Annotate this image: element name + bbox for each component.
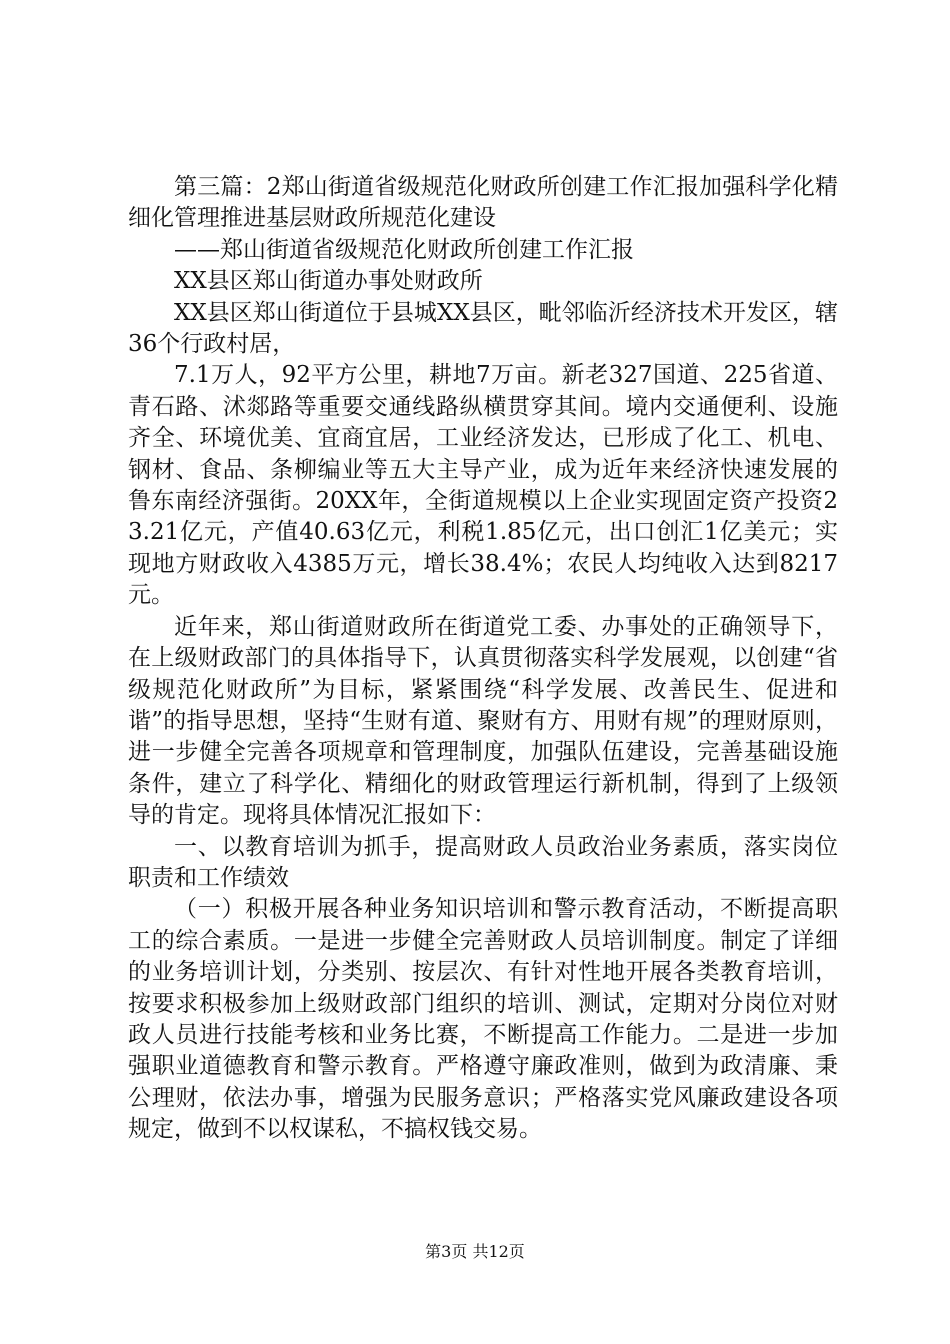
section-heading-paragraph: 一、以教育培训为抓手，提高财政人员政治业务素质，落实岗位职责和工作绩效 xyxy=(128,833,838,891)
document-subtitle-paragraph: ——郑山街道省级规范化财政所创建工作汇报 xyxy=(174,236,634,263)
body-paragraph: XX县区郑山街道位于县城XX县区，毗邻临沂经济技术开发区，辖36个行政村居， xyxy=(128,299,838,358)
document-body xyxy=(128,172,838,1146)
body-paragraph: 近年来，郑山街道财政所在街道党工委、办事处的正确领导下，在上级财政部门的具体指导下，认真贯彻落实科学发展观，以创建“省级规范化财政所”为目标，紧紧围绕“科学发展、改善民生、促进和谐”的指导思想，坚持“生财有道、聚财有方、用财有规”的理财原则，进一步健全完善各项规章和管理制度，加强队伍建设，完善基础设施条件，建立了科学化、精细化的财政管理运行新机制，得到了上级领导的肯定。现将具体情况汇报如下： xyxy=(128,613,838,829)
document-title-paragraph: 第三篇：2郑山街道省级规范化财政所创建工作汇报加强科学化精细化管理推进基层财政所规范化建设 xyxy=(128,174,838,232)
body-paragraph: 7.1万人，92平方公里，耕地7万亩。新老327国道、225省道、青石路、沭郯路等重要交通线路纵横贯穿其间。境内交通便利、设施齐全、环境优美、宜商宜居，工业经济发达，已形成了化工、机电、钢材、食品、条柳编业等五大主导产业，成为近年来经济快速发展的鲁东南经济强街。20XX年，全街道规模以上企业实现固定资产投资23.21亿元，产值40.63亿元，利税1.85亿元，出口创汇1亿美元；实现地方财政收入4385万元，增长38.4%；农民人均纯收入达到8217元。 xyxy=(128,362,838,609)
body-paragraph: （一）积极开展各种业务知识培训和警示教育活动，不断提高职工的综合素质。一是进一步健全完善财政人员培训制度。制定了详细的业务培训计划，分类别、按层次、有针对性地开展各类教育培训，按要求积极参加上级财政部门组织的培训、测试，定期对分岗位对财政人员进行技能考核和业务比赛，不断提高工作能力。二是进一步加强职业道德教育和警示教育。严格遵守廉政准则，做到为政清廉、秉公理财，依法办事，增强为民服务意识；严格落实党风廉政建设各项规定，做到不以权谋私，不搞权钱交易。 xyxy=(128,896,838,1143)
document-author-paragraph: XX县区郑山街道办事处财政所 xyxy=(174,268,483,295)
page-footer: 第3页 共12页 xyxy=(425,1242,525,1261)
